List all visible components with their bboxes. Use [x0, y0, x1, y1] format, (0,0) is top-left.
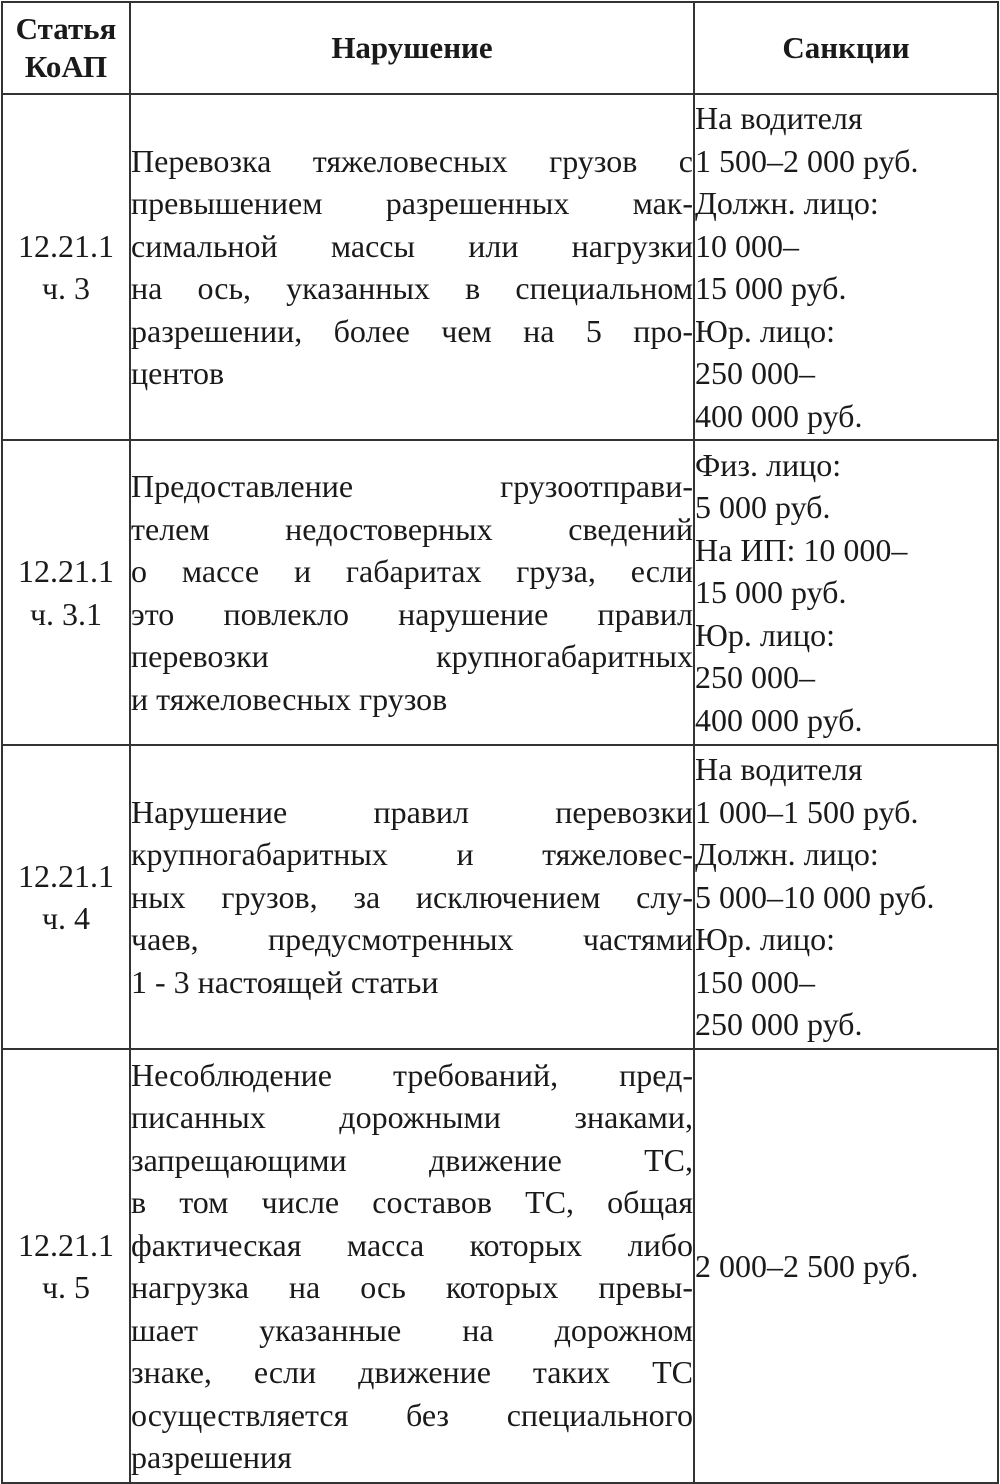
sanction-line: 400 000 руб.	[695, 397, 863, 434]
koap-sanctions-table	[1, 1, 999, 1484]
sanction-line: На водителя	[695, 100, 863, 136]
sanction-line: Юр. лицо:	[695, 921, 835, 958]
sanction-line: 250 000 руб.	[695, 1006, 863, 1043]
violation-line: симальной массы или нагрузки	[131, 227, 693, 264]
article-number: 12.21.1	[18, 1226, 114, 1263]
header-violation: Нарушение	[130, 2, 694, 94]
violation-line: крупногабаритных и тяжеловес-	[131, 836, 693, 873]
table-header	[2, 2, 998, 94]
violation-line: центов	[131, 355, 225, 391]
violation-line: ных грузов, за исключением слу-	[131, 878, 693, 915]
sanction-line: 10 000–	[695, 227, 799, 264]
sanction-line: 250 000–	[695, 355, 815, 391]
violation-line: превышением разрешенных мак-	[131, 185, 693, 221]
violation-line: телем недостоверных сведений	[131, 510, 693, 547]
violation-line: шает указанные на дорожном	[131, 1311, 693, 1348]
violation-line: знаке, если движение таких ТС	[131, 1354, 693, 1390]
article-number: 12.21.1	[18, 553, 114, 589]
article-number: 12.21.1	[18, 227, 114, 264]
article-cell	[2, 1049, 130, 1483]
sanction-line: 1 000–1 500 руб.	[695, 793, 919, 830]
article-number: 12.21.1	[18, 857, 114, 894]
header-article-line1: Статья	[15, 11, 117, 46]
violation-line: Несоблюдение требований, пред-	[131, 1056, 693, 1093]
table-body	[2, 94, 998, 1483]
violation-line: запрещающими движение ТС,	[131, 1141, 693, 1178]
article-part: ч. 3.1	[29, 595, 103, 632]
sanctions-cell	[694, 1049, 998, 1483]
article-part: ч. 3	[41, 270, 91, 306]
violation-cell	[130, 440, 694, 745]
sanction-line: 5 000–10 000 руб.	[695, 878, 935, 915]
sanction-line: 250 000–	[695, 659, 815, 696]
sanction-line: Юр. лицо:	[695, 312, 835, 349]
violation-line: и тяжеловесных грузов	[131, 680, 448, 717]
sanction-line: 5 000 руб.	[695, 489, 831, 526]
violation-line: в том числе составов ТС, общая	[131, 1184, 693, 1220]
violation-line: 1 - 3 настоящей статьи	[131, 963, 439, 1000]
header-row	[2, 2, 998, 94]
sanction-line: На водителя	[695, 751, 863, 788]
article-cell	[2, 745, 130, 1049]
table-row	[2, 440, 998, 745]
violation-line: о массе и габаритах груза, если	[131, 553, 693, 589]
header-article	[2, 2, 130, 94]
violation-line: это повлекло нарушение правил	[131, 595, 693, 632]
sanctions-cell	[694, 440, 998, 745]
header-sanctions: Санкции	[694, 2, 998, 94]
violation-line: Предоставление грузоотправи-	[131, 468, 693, 504]
violation-line: нагрузка на ось которых превы-	[131, 1269, 693, 1305]
violation-line: Нарушение правил перевозки	[131, 793, 693, 830]
article-cell	[2, 94, 130, 440]
table-row	[2, 1049, 998, 1483]
article-part: ч. 5	[41, 1269, 91, 1305]
sanctions-cell	[694, 745, 998, 1049]
violation-line: фактическая масса которых либо	[131, 1226, 693, 1263]
table-row	[2, 94, 998, 440]
sanction-line: Юр. лицо:	[695, 616, 835, 653]
violation-line: на ось, указанных в специальном	[131, 270, 693, 306]
violation-line: разрешения	[131, 1439, 292, 1475]
violation-cell	[130, 1049, 694, 1483]
table-row	[2, 745, 998, 1049]
sanction-line: 2 000–2 500 руб.	[695, 1247, 919, 1284]
violation-line: осуществляется без специального	[131, 1396, 693, 1433]
sanction-line: Должн. лицо:	[695, 185, 879, 221]
header-article-line2: КоАП	[24, 49, 108, 84]
violation-line: перевозки крупногабаритных	[131, 638, 693, 674]
sanction-line: 15 000 руб.	[695, 270, 847, 306]
sanction-line: 15 000 руб.	[695, 574, 847, 611]
sanctions-cell	[694, 94, 998, 440]
violation-line: чаев, предусмотренных частями	[131, 921, 693, 958]
sanction-line: 150 000–	[695, 963, 815, 1000]
sanction-line: 1 500–2 000 руб.	[695, 142, 919, 179]
sanction-line: Должн. лицо:	[695, 836, 879, 873]
sanction-line: На ИП: 10 000–	[695, 531, 908, 568]
article-part: ч. 4	[41, 900, 91, 936]
violation-line: разрешении, более чем на 5 про-	[131, 312, 693, 349]
article-cell	[2, 440, 130, 745]
violation-cell	[130, 745, 694, 1049]
violation-cell	[130, 94, 694, 440]
violation-line: писанных дорожными знаками,	[131, 1099, 693, 1135]
sanction-line: Физ. лицо:	[695, 446, 842, 483]
violation-line: Перевозка тяжеловесных грузов с	[131, 142, 693, 179]
sanction-line: 400 000 руб.	[695, 701, 863, 738]
